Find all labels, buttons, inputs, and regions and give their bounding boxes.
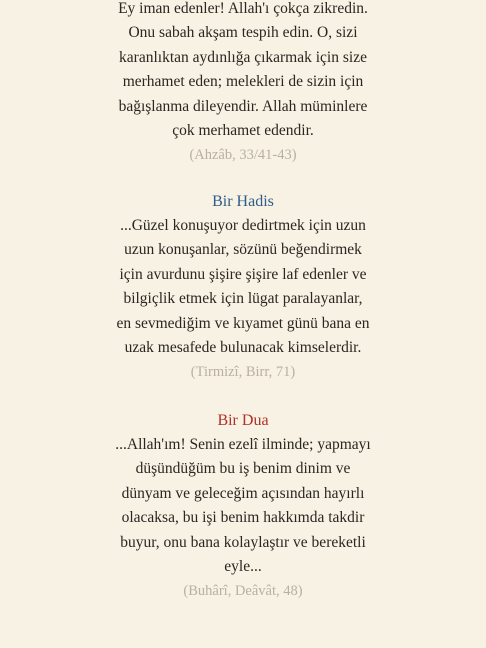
ayet-line: çok merhamet edendir. — [172, 122, 314, 140]
ayet-source: (Ahzâb, 33/41-43) — [189, 147, 297, 164]
dua-line: eyle... — [224, 558, 262, 576]
ayet-section — [58, 0, 428, 167]
ayet-line: Onu sabah akşam tespih edin. O, sizi — [128, 24, 358, 42]
hadis-section — [58, 191, 428, 384]
dua-line: buyur, onu bana kolaylaştır ve bereketli — [120, 533, 366, 551]
ayet-line: Ey iman edenler! Allah'ı çokça zikredin. — [118, 0, 368, 17]
hadis-source: (Tirmizî, Birr, 71) — [190, 364, 296, 381]
dua-heading: Bir Dua — [217, 412, 269, 429]
ayet-text — [58, 0, 428, 143]
dua-section — [58, 410, 428, 603]
dua-line: dünyam ve geleceğim açısından hayırlı — [121, 484, 365, 502]
dua-text — [58, 433, 428, 579]
ayet-line: merhamet eden; melekleri de sizin için — [122, 73, 364, 91]
hadis-line: en sevmediğim ve kıyamet günü bana en — [116, 314, 370, 332]
ayet-line: karanlıktan aydınlığa çıkarmak için size — [119, 48, 367, 66]
dua-line: ...Allah'ım! Senin ezelî ilminde; yapmayı — [115, 436, 371, 453]
hadis-line: ...Güzel konuşuyor dedirtmek için uzun — [120, 217, 366, 234]
hadis-line: için avurdunu şişire şişire laf edenler ve — [119, 265, 367, 283]
ayet-line: bağışlanma dileyendir. Allah müminlere — [118, 97, 368, 115]
hadis-heading: Bir Hadis — [212, 193, 274, 210]
hadis-text — [58, 214, 428, 360]
hadis-line: uzak mesafede bulunacak kimselerdir. — [124, 339, 362, 357]
dua-source: (Buhârî, Deâvât, 48) — [183, 583, 303, 600]
dua-line: olacaksa, bu işi benim hakkımda takdir — [121, 509, 365, 527]
hadis-line: bilgiçlik etmek için lügat paralayanlar, — [123, 290, 363, 308]
hadis-line: uzun konuşanlar, sözünü beğendirmek — [124, 241, 362, 259]
dua-line: düşündüğüm bu iş benim dinim ve — [135, 460, 351, 478]
